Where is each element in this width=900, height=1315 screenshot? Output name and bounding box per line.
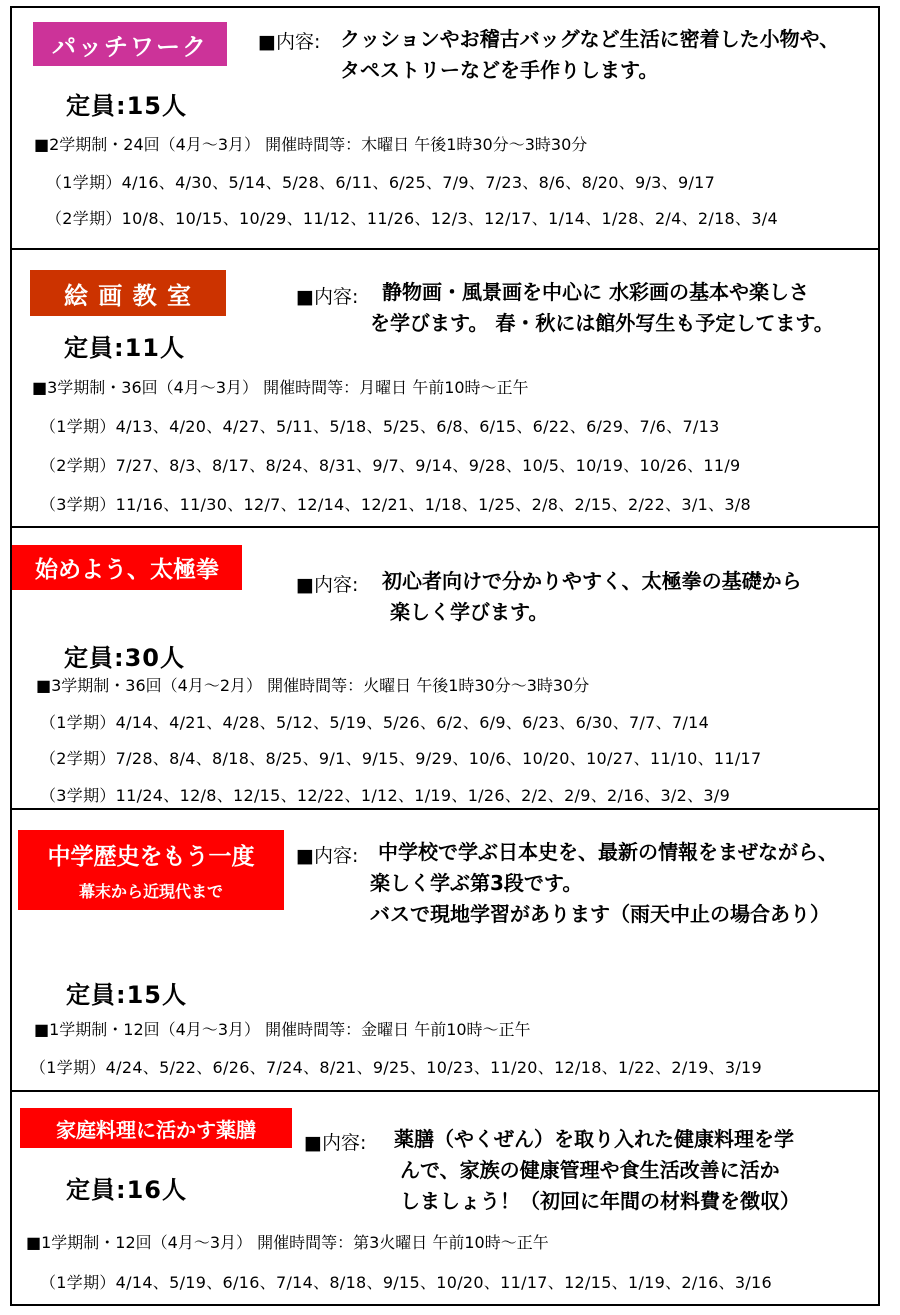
content-line: 中学校で学ぶ日本史を、最新の情報をまぜながら、 [378,840,838,864]
content-line: を学びます。 春・秋には館外写生も予定してます。 [370,311,834,335]
content-label: ■内容: [296,845,359,867]
content-line: クッションやお稽古バッグなど生活に密着した小物や、 [340,27,840,51]
term-dates: （1学期）4/13、4/20、4/27、5/11、5/18、5/25、6/8、6/15、6/22、6/29、7/6、7/13 [40,417,720,436]
capacity-value: 15人 [126,92,188,120]
course-subtitle: 幕末から近現代まで [78,882,223,901]
capacity-value: 11人 [124,334,186,362]
capacity [66,86,187,121]
course-title: 中学歴史をもう一度 [47,844,255,870]
course-title-badge [20,1108,292,1148]
content-line: バスで現地学習があります（雨天中止の場合あり） [370,902,830,926]
course-title-badge [12,545,242,590]
content-line: 楽しく学びます。 [390,600,549,624]
capacity-value: 15人 [126,981,188,1009]
capacity [64,328,185,363]
content-line: 静物画・風景画を中心に 水彩画の基本や楽しさ [382,280,809,304]
course-title: パッチワーク [52,32,208,61]
capacity-label: 定員: [66,981,127,1009]
capacity-label: 定員: [66,1176,127,1204]
capacity [66,975,187,1010]
capacity-label: 定員: [64,334,125,362]
capacity [66,1170,187,1205]
content-label: ■内容: [296,286,359,308]
schedule-line: ■2学期制・24回（4月～3月） 開催時間等：木曜日 午後1時30分～3時30分 [34,135,588,154]
schedule-line: ■3学期制・36回（4月～3月） 開催時間等：月曜日 午前10時～正午 [32,378,529,397]
term-dates: （3学期）11/16、11/30、12/7、12/14、12/21、1/18、1/25、2/8、2/15、2/22、3/1、3/8 [40,495,752,514]
capacity-label: 定員: [64,644,125,672]
content-line: 初心者向けで分かりやすく、太極拳の基礎から [382,569,802,593]
content-line: 楽しく学ぶ第3段です。 [370,871,583,895]
schedule-line: ■1学期制・12回（4月～3月） 開催時間等：第3火曜日 午前10時～正午 [26,1233,549,1252]
course-title-badge [30,270,226,316]
section-divider [10,248,880,250]
capacity-value: 30人 [124,644,186,672]
content-line: んで、家族の健康管理や食生活改善に活か [400,1158,780,1182]
term-dates: （1学期）4/14、4/21、4/28、5/12、5/19、5/26、6/2、6/9、6/23、6/30、7/7、7/14 [40,713,710,732]
term-dates: （2学期）7/27、8/3、8/17、8/24、8/31、9/7、9/14、9/28、10/5、10/19、10/26、11/9 [40,456,741,475]
term-dates: （1学期）4/14、5/19、6/16、7/14、8/18、9/15、10/20、11/17、12/15、1/19、2/16、3/16 [40,1273,772,1292]
course-title-badge [33,22,227,66]
section-divider [10,526,880,528]
term-dates: （1学期）4/16、4/30、5/14、5/28、6/11、6/25、7/9、7/23、8/6、8/20、9/3、9/17 [46,173,716,192]
term-dates: （2学期）7/28、8/4、8/18、8/25、9/1、9/15、9/29、10/6、10/20、10/27、11/10、11/17 [40,749,762,768]
course-title: 始めよう、太極拳 [35,557,219,583]
course-title: 家庭料理に活かす薬膳 [56,1117,256,1142]
course-title-badge [18,830,284,910]
content-line: 薬膳（やくぜん）を取り入れた健康料理を学 [394,1127,794,1151]
term-dates: （2学期）10/8、10/15、10/29、11/12、11/26、12/3、12/17、1/14、1/28、2/4、2/18、3/4 [46,209,778,228]
content-label: ■内容: [304,1132,367,1154]
content-line: タペストリーなどを手作りします。 [340,58,659,82]
section-divider [10,808,880,810]
content-line: しましょう！（初回に年間の材料費を徴収） [400,1189,800,1213]
content-label: ■内容: [296,574,359,596]
section-divider [10,1090,880,1092]
capacity-value: 16人 [126,1176,188,1204]
term-dates: （1学期）4/24、5/22、6/26、7/24、8/21、9/25、10/23、11/20、12/18、1/22、2/19、3/19 [30,1058,762,1077]
term-dates: （3学期）11/24、12/8、12/15、12/22、1/12、1/19、1/26、2/2、2/9、2/16、3/2、3/9 [40,786,731,805]
schedule-line: ■3学期制・36回（4月～2月） 開催時間等：火曜日 午後1時30分～3時30分 [36,676,590,695]
schedule-line: ■1学期制・12回（4月～3月） 開催時間等：金曜日 午前10時～正午 [34,1020,531,1039]
course-title: 絵 画 教 室 [63,281,193,310]
content-label: ■内容: [258,31,321,53]
capacity-label: 定員: [66,92,127,120]
capacity [64,638,185,673]
